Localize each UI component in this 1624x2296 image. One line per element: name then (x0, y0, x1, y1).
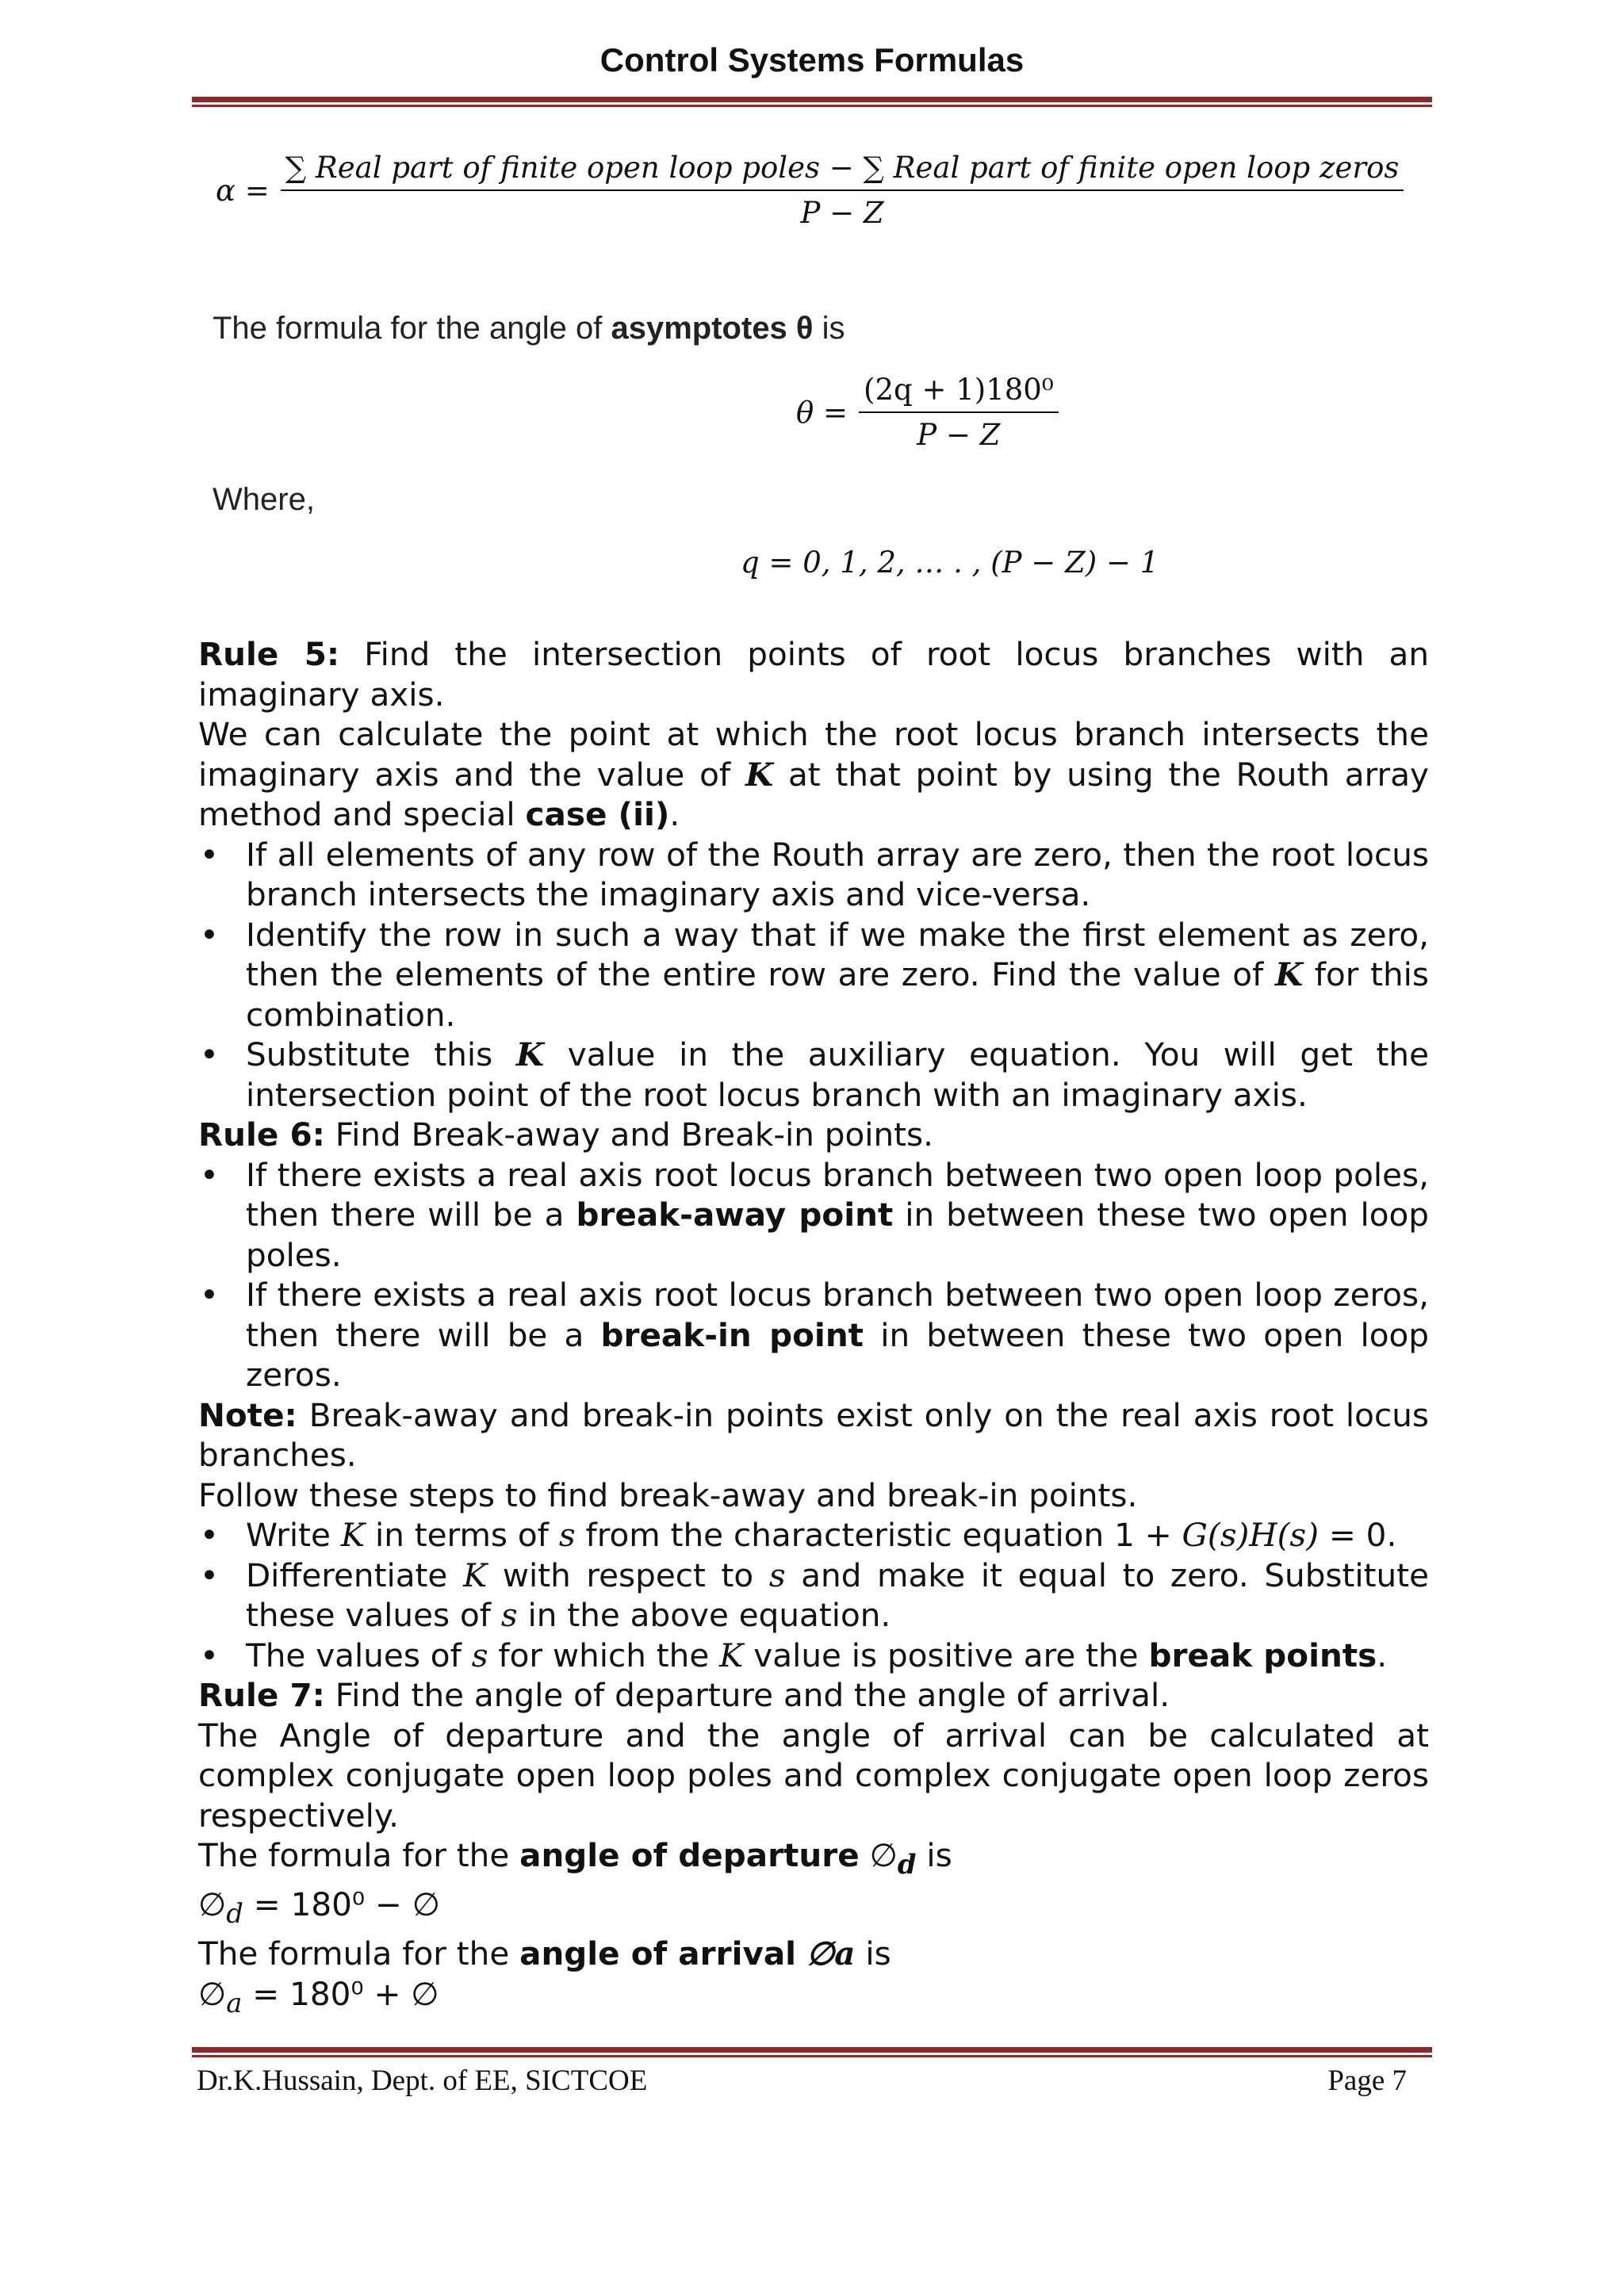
where-label: Where, (213, 482, 315, 517)
arrival-intro: The formula for the angle of arrival ∅a is (198, 1934, 891, 1973)
header-divider-thick (192, 97, 1432, 102)
rule5-bullet-2: • Identify the row in such a way that if we make the first element as zero, then the elements of the entire row are zero. Find the value of K for this combination. (198, 915, 1429, 1035)
rule6-heading: Rule 6: Find Break-away and Break-in points. (198, 1115, 934, 1154)
theta-denominator: P − Z (917, 418, 1001, 452)
theta-intro: The formula for the angle of asymptotes θ is (213, 311, 845, 346)
alpha-fraction (281, 151, 1404, 230)
departure-intro: The formula for the angle of departure $\emptyset_d$ is (198, 1836, 952, 1881)
alpha-numerator: ∑ Real part of finite open loop poles − ∑ Real part of finite open loop zeros (281, 151, 1404, 191)
asymptotes-term: asymptotes θ (611, 311, 814, 346)
rule6-step-3: • The values of s for which the K value is positive are the break points. (198, 1636, 1429, 1676)
rule6-steps-intro: Follow these steps to find break-away and break-in points. (198, 1475, 1138, 1514)
rule6-bullet-1: • If there exists a real axis root locus branch between two open loop poles, then there will be a break-away point in between these two open loop poles. (198, 1155, 1429, 1276)
rule6-bullets (198, 1155, 1429, 1395)
rule5-bullets (198, 835, 1429, 1115)
footer-author: Dr.K.Hussain, Dept. of EE, SICTCOE (197, 2064, 648, 2097)
rule6-step-1: • Write K in terms of s from the characteristic equation 1 + G(s)H(s) = 0. (198, 1515, 1429, 1556)
theta-lhs: θ = (796, 395, 848, 430)
arrival-formula: $\emptyset_a = 180^0$ + ∅ (198, 1974, 439, 2019)
alpha-lhs: α = (216, 173, 270, 208)
rule5-bullet-3: • Substitute this K value in the auxiliary equation. You will get the intersection point of the root locus branch with an imaginary axis. (198, 1035, 1429, 1115)
page-header-title: Control Systems Formulas (599, 41, 1025, 78)
header-divider-thin (192, 105, 1432, 107)
footer-page-number: Page 7 (1327, 2064, 1407, 2097)
rule6-step-2: • Differentiate K with respect to s and make it equal to zero. Substitute these values of s in the above equation. (198, 1556, 1429, 1636)
theta-fraction (859, 373, 1059, 452)
rule5-paragraph: We can calculate the point at which the root locus branch intersects the imaginary axis and the value of K at that point by using the Routh array method and special case (ii). (198, 715, 1429, 833)
rule7-paragraph: The Angle of departure and the angle of arrival can be calculated at complex conjugate open loop poles and complex conjugate open loop zeros respectively. (198, 1716, 1429, 1835)
theta-formula (796, 373, 1059, 452)
rule5-bullet-1: • If all elements of any row of the Routh array are zero, then the root locus branch intersects the imaginary axis and vice-versa. (198, 835, 1429, 915)
footer-divider-thin (192, 2055, 1432, 2057)
q-definition: q = 0, 1, 2, … . , (P − Z) − 1 (741, 545, 1159, 580)
rule5-heading: Rule 5: Find the intersection points of root locus branches with an imaginary axis. (198, 635, 1429, 714)
alpha-formula (216, 151, 1404, 230)
departure-formula: $\emptyset_d = 180^0$ − ∅ (198, 1885, 441, 1929)
rule7-heading: Rule 7: Find the angle of departure and the angle of arrival. (198, 1676, 1170, 1714)
alpha-denominator: P − Z (800, 196, 884, 230)
footer-divider-thick (192, 2047, 1432, 2053)
theta-numerator: (2q + 1)180⁰ (859, 373, 1059, 413)
rule6-note: Note: Break-away and break-in points exist only on the real axis root locus branches. (198, 1395, 1429, 1474)
rule6-bullet-2: • If there exists a real axis root locus branch between two open loop zeros, then there will be a break-in point in between these two open loop zeros. (198, 1275, 1429, 1395)
rule6-steps (198, 1515, 1429, 1675)
main-content (198, 634, 1429, 2023)
